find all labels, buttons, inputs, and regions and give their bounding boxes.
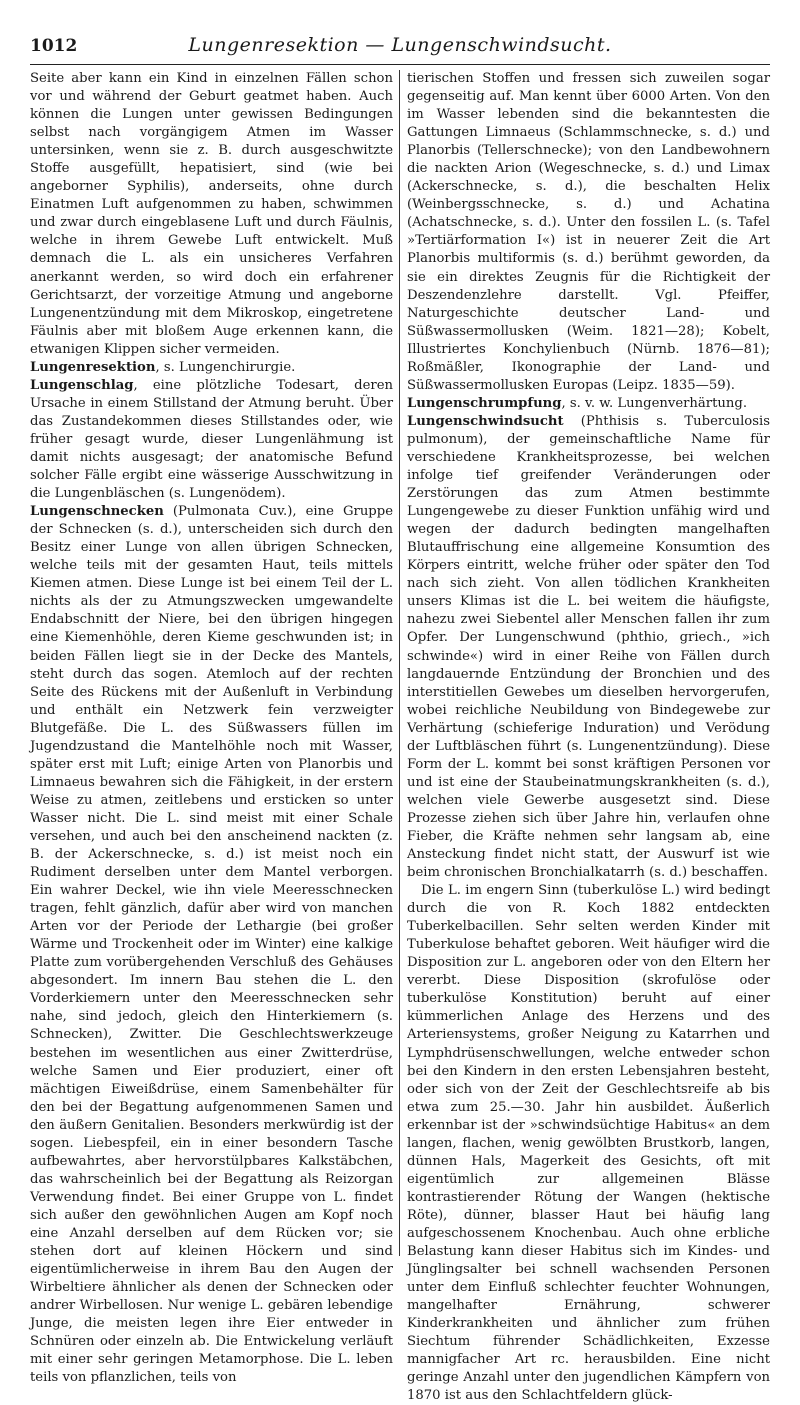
paragraph (30, 503, 393, 1387)
entry-text: Die L. im engern Sinn (tuberkulöse L.) wird bedingt durch die von R. Koch 1882 entdeckten Tuberkelbacillen. Sehr selten werden Kinder mit Tuberkulose behaftet geboren. Weit häufiger wird die Disposition zur L. angeboren oder von den Eltern her vererbt. Diese Disposition (skrofulöse oder tuberkulöse Konstitution) beruht auf einer kümmerlichen Anlage des Herzens und des Arteriensystems, großer Neigung zu Katarrhen und Lymphdrüsenschwellungen, welche entweder schon bei den Kindern in den ersten Lebensjahren besteht, oder sich von der Zeit der Geschlechtsreife ab bis etwa zum 25.—30. Jahr hin ausbildet. Äußerlich erkennbar ist der »schwindsüchtige Habitus« an dem langen, flachen, wenig gewölbten Brustkorb, langen, dünnen Hals, Magerkeit des Gesichts, oft mit eigentümlich zur allgemeinen Blässe kontrastierender Rötung der Wangen (hektische Röte), dünner, blasser Haut bei häufig lang aufgeschossenem Knochenbau. Auch ohne erbliche Belastung kann dieser Habitus sich im Kindes- und Jünglingsalter bei schnell wachsenden Personen unter dem Einfluß schlechter feuchter Wohnungen, mangelhafter Ernährung, schwerer Kinderkrankheiten und ähnlicher zum frühen Siechtum führender Schädlichkeiten, Exzesse mannigfacher Art rc. herausbilden. Eine nicht geringe Anzahl unter den jugendlichen Kämpfern von 1870 ist aus den Schlachtfeldern glück- (407, 883, 770, 1404)
page-number: 1012 (30, 36, 78, 56)
entry-lemma: Lungenschlag (30, 377, 134, 393)
entry-text: Seite aber kann ein Kind in einzelnen Fällen schon vor und während der Geburt geatmet haben. Auch können die Lungen unter gewissen Bedingungen selbst nach vorgängigem Atmen im Wasser untersinken, wenn sie z. B. durch ausgeschwitzte Stoffe ausgefüllt, hepatisiert, sind (wie bei angeborner Syphilis), anderseits, ohne durch Einatmen Luft aufgenommen zu haben, schwimmen und zwar durch eingeblasene Luft und durch Fäulnis, welche in ihrem Gewebe Luft entwickelt. Muß demnach die L. als ein unsicheres Verfahren anerkannt werden, so wird doch ein erfahrener Gerichtsarzt, der vorzeitige Atmung und angeborne Lungenentzündung mit dem Mikroskop, eingetretene Fäulnis aber mit bloßem Auge erkennen kann, die etwanigen Klippen sicher vermeiden. (30, 71, 393, 357)
entry-text: , s. v. w. Lungenverhärtung. (561, 395, 748, 411)
entry-lemma: Lungenschwindsucht (407, 413, 564, 429)
column-divider (399, 70, 400, 1256)
paragraph (407, 70, 770, 395)
paragraph (30, 359, 393, 377)
running-head: Lungenresektion — Lungenschwindsucht. (188, 34, 612, 56)
page-header (30, 34, 770, 65)
paragraph (407, 413, 770, 882)
entry-text: (Pulmonata Cuv.), eine Gruppe der Schnecken (s. d.), unterscheiden sich durch den Besitz einer Lunge von allen übrigen Schnecken, welche teils mit der gesamten Haut, teils mittels Kiemen atmen. Diese Lunge ist bei einem Teil der L. nichts als der zu Atmungszwecken umgewandelte Endabschnitt der Niere, bei den übrigen hingegen eine Kiemenhöhle, deren Kieme geschwunden ist; in beiden Fällen liegt sie in der Decke des Mantels, steht durch das sogen. Atemloch auf der rechten Seite des Rückens mit der Außenluft in Verbindung und enthält ein Netzwerk fein verzweigter Blutgefäße. Die L. des Süßwassers füllen im Jugendzustand die Mantelhöhle noch mit Wasser, später erst mit Luft; einige Arten von Planorbis und Limnaeus bewahren sich die Fähigkeit, in der erstern Weise zu atmen, zeitlebens und ersticken so unter Wasser nicht. Die L. sind meist mit einer Schale versehen, und auch bei den anscheinend nackten (z. B. der Ackerschnecke, s. d.) ist meist noch ein Rudiment derselben unter dem Mantel verborgen. Ein wahrer Deckel, wie ihn viele Meeresschnecken tragen, fehlt gänzlich, dafür aber wird von manchen Arten vor der Periode der Lethargie (bei großer Wärme und Trockenheit oder im Winter) eine kalkige Platte zum vorübergehenden Verschluß des Gehäuses abgesondert. Im innern Bau stehen die L. den Vorderkiemern unter den Meeresschnecken sehr nahe, sind jedoch, gleich den Hinterkiemern (s. Schnecken), Zwitter. Die Geschlechtswerkzeuge bestehen im wesentlichen aus einer Zwitterdrüse, welche Samen und Eier produziert, einer oft mächtigen Eiweißdrüse, einem Samenbehälter für den bei der Begattung aufgenommenen Samen und den äußern Genitalien. Besonders merkwürdig ist der sogen. Liebespfeil, ein in einer besondern Tasche aufbewahrtes, aber hervorstülpbares Kalkstäbchen, das wahrscheinlich bei der Begattung als Reizorgan Verwendung findet. Bei einer Gruppe von L. findet sich außer den gewöhnlichen Augen am Kopf noch eine Anzahl derselben auf dem Rücken vor; sie stehen dort auf kleinen Höckern und sind eigentümlicherweise in ihrem Bau den Augen der Wirbeltiere ähnlicher als denen der Schnecken oder andrer Wirbellosen. Nur wenige L. gebären lebendige Junge, die meisten legen ihre Eier entweder in Schnüren oder einzeln ab. Die Entwickelung verläuft mit einer sehr geringen Metamorphose. Die L. leben teils von pflanzlichen, teils von (30, 504, 393, 1386)
left-column (30, 70, 393, 1386)
right-column (407, 70, 770, 1404)
entry-lemma: Lungenresektion (30, 359, 156, 375)
entry-text: (Phthisis s. Tuberculosis pulmonum), der gemeinschaftliche Name für verschiedene Krankheitsprozesse, bei welchen infolge tief greifender Veränderungen oder Zerstörungen das zum Atmen bestimmte Lungengewebe zu dieser Funktion unfähig wird und wegen der dadurch bedingten mangelhaften Blutauffrischung eine allgemeine Konsumtion des Körpers eintritt, welche früher oder später den Tod nach sich zieht. Von allen tödlichen Krankheiten unsers Klimas ist die L. bei weitem die häufigste, nahezu zwei Siebentel aller Menschen fallen ihr zum Opfer. Der Lungenschwund (phthio, griech., »ich schwinde«) wird in einer Reihe von Fällen durch langdauernde Entzündung der Bronchien und des interstitiellen Gewebes um dieselben hervorgerufen, wobei reichliche Neubildung von Bindegewebe zur Verhärtung (schieferige Induration) und Verödung der Luftbläschen führt (s. Lungenentzündung). Diese Form der L. kommt bei sonst kräftigen Personen vor und ist eine der Staubeinatmungskrankheiten (s. d.), welchen viele Gewerbe ausgesetzt sind. Diese Prozesse ziehen sich über Jahre hin, verlaufen ohne Fieber, die Kräfte nehmen sehr langsam ab, eine Ansteckung findet nicht statt, der Auswurf ist wie beim chronischen Bronchialkatarrh (s. d.) beschaffen. (407, 413, 770, 881)
paragraph (30, 70, 393, 359)
entry-lemma: Lungenschnecken (30, 504, 164, 520)
paragraph (407, 395, 770, 413)
paragraph (30, 377, 393, 503)
entry-text: tierischen Stoffen und fressen sich zuweilen sogar gegenseitig auf. Man kennt über 6000 Arten. Von den im Wasser lebenden sind die bekanntesten die Gattungen Limnaeus (Schlammschnecke, s. d.) und Planorbis (Tellerschnecke); von den Landbewohnern die nackten Arion (Wegeschnecke, s. d.) und Limax (Ackerschnecke, s. d.), die beschalten Helix (Weinbergsschnecke, s. d.) und Achatina (Achatschnecke, s. d.). Unter den fossilen L. (s. Tafel »Tertiärformation I«) ist in neuerer Zeit die Art Planorbis multiformis (s. d.) berühmt geworden, da sie ein direktes Zeugnis für die Richtigkeit der Deszendenzlehre darstellt. Vgl. Pfeiffer, Naturgeschichte deutscher Land- und Süßwassermollusken (Weim. 1821—28); Kobelt, Illustriertes Konchylienbuch (Nürnb. 1876—81); Roßmäßler, Ikonographie der Land- und Süßwassermollusken Europas (Leipz. 1835—59). (407, 71, 770, 393)
entry-text: , eine plötzliche Todesart, deren Ursache in einem Stillstand der Atmung beruht. Über das Zustandekommen dieses Stillstandes oder, wie früher gesagt wurde, dieser Lungenlähmung ist damit nichts ausgesagt; der anatomische Befund solcher Fälle ergibt eine wässerige Ausschwitzung in die Lungenbläschen (s. Lungenödem). (30, 377, 393, 502)
entry-text: , s. Lungenchirurgie. (155, 359, 296, 375)
entry-lemma: Lungenschrumpfung (407, 395, 562, 411)
paragraph (407, 882, 770, 1405)
